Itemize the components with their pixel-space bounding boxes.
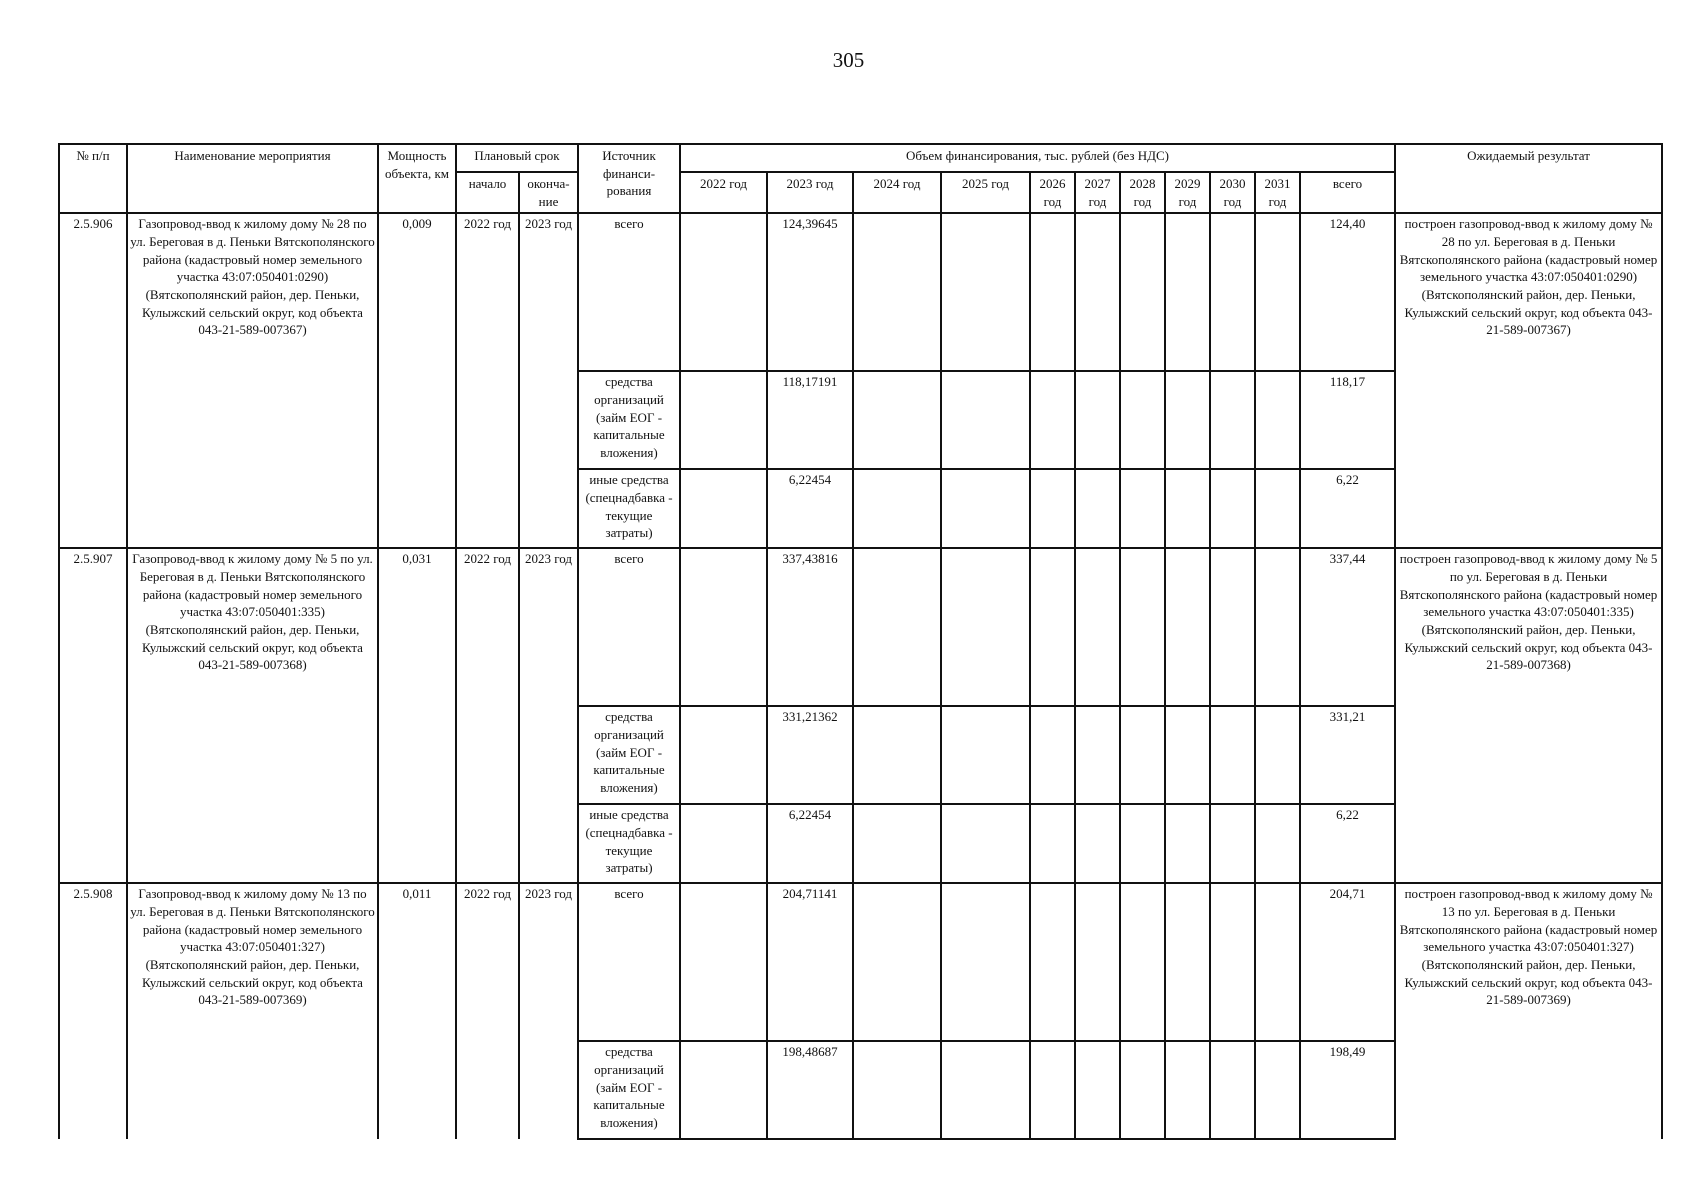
- table-row: [59, 213, 1662, 371]
- cell-total: 6,22: [1300, 469, 1395, 548]
- cell-2029: [1165, 213, 1210, 371]
- cell-2031: [1255, 706, 1300, 804]
- cell-2026: [1030, 213, 1075, 371]
- cell-2022: [680, 804, 767, 883]
- header-year: 2024 год: [853, 172, 941, 213]
- cell-2030: [1210, 706, 1255, 804]
- cell-2024: [853, 706, 941, 804]
- cell-2023: 6,22454: [767, 469, 853, 548]
- cell-2029: [1165, 548, 1210, 706]
- cell-2022: [680, 883, 767, 1041]
- row-result: построен газопровод-ввод к жилому дому № 28 по ул. Береговая в д. Пеньки Вятскополянского района (кадастровый номер земельного участка 43:07:050401:0290) (Вятскополянский район, дер. Пеньки, Кулыжский сельский округ, код объекта 043-21-589-007367): [1395, 213, 1662, 548]
- cell-2026: [1030, 371, 1075, 469]
- cell-2026: [1030, 1041, 1075, 1139]
- cell-total: 337,44: [1300, 548, 1395, 706]
- row-end: 2023 год: [519, 213, 578, 548]
- header-year: 2025 год: [941, 172, 1030, 213]
- cell-total: 198,49: [1300, 1041, 1395, 1139]
- cell-2028: [1120, 804, 1165, 883]
- cell-total: 331,21: [1300, 706, 1395, 804]
- row-source-label: всего: [578, 548, 680, 706]
- header-year: 2031 год: [1255, 172, 1300, 213]
- cell-2026: [1030, 706, 1075, 804]
- cell-2030: [1210, 213, 1255, 371]
- row-source-label: средства организаций (займ ЕОГ - капитальные вложения): [578, 706, 680, 804]
- cell-2031: [1255, 804, 1300, 883]
- cell-2025: [941, 469, 1030, 548]
- cell-2023: 124,39645: [767, 213, 853, 371]
- header-num: № п/п: [59, 144, 127, 213]
- cell-2022: [680, 706, 767, 804]
- cell-total: 124,40: [1300, 213, 1395, 371]
- cell-2027: [1075, 469, 1120, 548]
- header-year: 2026 год: [1030, 172, 1075, 213]
- row-capacity: 0,031: [378, 548, 456, 883]
- cell-2025: [941, 804, 1030, 883]
- header-total: всего: [1300, 172, 1395, 213]
- cell-2031: [1255, 371, 1300, 469]
- cell-2022: [680, 213, 767, 371]
- row-result: построен газопровод-ввод к жилому дому № 5 по ул. Береговая в д. Пеньки Вятскополянского района (кадастровый номер земельного участка 43:07:050401:335) (Вятскополянский район, дер. Пеньки, Кулыжский сельский округ, код объекта 043-21-589-007368): [1395, 548, 1662, 883]
- cell-2031: [1255, 469, 1300, 548]
- header-term-start: начало: [456, 172, 519, 213]
- row-name: Газопровод-ввод к жилому дому № 28 по ул. Береговая в д. Пеньки Вятскополянского района (кадастровый номер земельного участка 43:07:050401:0290) (Вятскополянский район, дер. Пеньки, Кулыжский сельский округ, код объекта 043-21-589-007367): [127, 213, 378, 548]
- row-result: построен газопровод-ввод к жилому дому № 13 по ул. Береговая в д. Пеньки Вятскополянского района (кадастровый номер земельного участка 43:07:050401:327) (Вятскополянский район, дер. Пеньки, Кулыжский сельский округ, код объекта 043-21-589-007369): [1395, 883, 1662, 1139]
- row-name: Газопровод-ввод к жилому дому № 13 по ул. Береговая в д. Пеньки Вятскополянского района (кадастровый номер земельного участка 43:07:050401:327) (Вятскополянский район, дер. Пеньки, Кулыжский сельский округ, код объекта 043-21-589-007369): [127, 883, 378, 1139]
- row-end: 2023 год: [519, 548, 578, 883]
- table-row: [59, 548, 1662, 706]
- cell-2027: [1075, 804, 1120, 883]
- financing-table: [58, 143, 1663, 1140]
- row-num: 2.5.906: [59, 213, 127, 548]
- cell-2030: [1210, 1041, 1255, 1139]
- cell-2031: [1255, 1041, 1300, 1139]
- header-name: Наименование мероприятия: [127, 144, 378, 213]
- cell-2027: [1075, 371, 1120, 469]
- cell-2029: [1165, 371, 1210, 469]
- cell-2028: [1120, 213, 1165, 371]
- cell-2029: [1165, 469, 1210, 548]
- cell-2027: [1075, 706, 1120, 804]
- cell-2023: 331,21362: [767, 706, 853, 804]
- header-year: 2030 год: [1210, 172, 1255, 213]
- cell-2023: 337,43816: [767, 548, 853, 706]
- cell-2022: [680, 371, 767, 469]
- header-result: Ожидаемый результат: [1395, 144, 1662, 213]
- cell-2024: [853, 213, 941, 371]
- cell-total: 204,71: [1300, 883, 1395, 1041]
- header-year: 2022 год: [680, 172, 767, 213]
- cell-2031: [1255, 883, 1300, 1041]
- header-source: Источник финанси-рования: [578, 144, 680, 213]
- cell-2023: 204,71141: [767, 883, 853, 1041]
- cell-2026: [1030, 548, 1075, 706]
- cell-2030: [1210, 371, 1255, 469]
- row-source-label: средства организаций (займ ЕОГ - капитальные вложения): [578, 1041, 680, 1139]
- cell-2031: [1255, 548, 1300, 706]
- cell-2031: [1255, 213, 1300, 371]
- cell-2024: [853, 804, 941, 883]
- row-source-label: иные средства (спецнадбавка - текущие затраты): [578, 804, 680, 883]
- cell-2025: [941, 371, 1030, 469]
- row-num: 2.5.907: [59, 548, 127, 883]
- cell-2028: [1120, 706, 1165, 804]
- cell-2024: [853, 1041, 941, 1139]
- header-volume: Объем финансирования, тыс. рублей (без НДС): [680, 144, 1395, 172]
- row-end: 2023 год: [519, 883, 578, 1139]
- cell-2029: [1165, 804, 1210, 883]
- row-source-label: средства организаций (займ ЕОГ - капитальные вложения): [578, 371, 680, 469]
- cell-2023: 6,22454: [767, 804, 853, 883]
- header-year: 2029 год: [1165, 172, 1210, 213]
- cell-2029: [1165, 883, 1210, 1041]
- header-year: 2023 год: [767, 172, 853, 213]
- cell-2024: [853, 883, 941, 1041]
- cell-2024: [853, 548, 941, 706]
- cell-2030: [1210, 548, 1255, 706]
- cell-2025: [941, 1041, 1030, 1139]
- row-num: 2.5.908: [59, 883, 127, 1139]
- header-capacity: Мощность объекта, км: [378, 144, 456, 213]
- cell-2022: [680, 469, 767, 548]
- cell-2022: [680, 548, 767, 706]
- cell-2028: [1120, 469, 1165, 548]
- cell-2027: [1075, 1041, 1120, 1139]
- header-term: Плановый срок: [456, 144, 578, 172]
- cell-2029: [1165, 706, 1210, 804]
- cell-total: 6,22: [1300, 804, 1395, 883]
- row-start: 2022 год: [456, 548, 519, 883]
- cell-2027: [1075, 213, 1120, 371]
- table-row: [59, 883, 1662, 1041]
- cell-2025: [941, 213, 1030, 371]
- cell-2028: [1120, 548, 1165, 706]
- cell-2027: [1075, 883, 1120, 1041]
- cell-2027: [1075, 548, 1120, 706]
- cell-2029: [1165, 1041, 1210, 1139]
- cell-2030: [1210, 804, 1255, 883]
- cell-2026: [1030, 883, 1075, 1041]
- header-term-end: оконча-ние: [519, 172, 578, 213]
- cell-2025: [941, 548, 1030, 706]
- row-start: 2022 год: [456, 213, 519, 548]
- row-start: 2022 год: [456, 883, 519, 1139]
- cell-total: 118,17: [1300, 371, 1395, 469]
- row-name: Газопровод-ввод к жилому дому № 5 по ул. Береговая в д. Пеньки Вятскополянского района (кадастровый номер земельного участка 43:07:050401:335) (Вятскополянский район, дер. Пеньки, Кулыжский сельский округ, код объекта 043-21-589-007368): [127, 548, 378, 883]
- cell-2028: [1120, 371, 1165, 469]
- header-year: 2028 год: [1120, 172, 1165, 213]
- cell-2028: [1120, 883, 1165, 1041]
- cell-2024: [853, 469, 941, 548]
- cell-2025: [941, 883, 1030, 1041]
- cell-2030: [1210, 883, 1255, 1041]
- page-number: 305: [832, 48, 865, 72]
- cell-2030: [1210, 469, 1255, 548]
- cell-2025: [941, 706, 1030, 804]
- cell-2023: 198,48687: [767, 1041, 853, 1139]
- header-row-1: [59, 144, 1662, 172]
- cell-2024: [853, 371, 941, 469]
- cell-2028: [1120, 1041, 1165, 1139]
- row-capacity: 0,009: [378, 213, 456, 548]
- header-year: 2027 год: [1075, 172, 1120, 213]
- cell-2026: [1030, 469, 1075, 548]
- cell-2026: [1030, 804, 1075, 883]
- row-capacity: 0,011: [378, 883, 456, 1139]
- cell-2023: 118,17191: [767, 371, 853, 469]
- row-source-label: всего: [578, 213, 680, 371]
- cell-2022: [680, 1041, 767, 1139]
- row-source-label: иные средства (спецнадбавка - текущие затраты): [578, 469, 680, 548]
- row-source-label: всего: [578, 883, 680, 1041]
